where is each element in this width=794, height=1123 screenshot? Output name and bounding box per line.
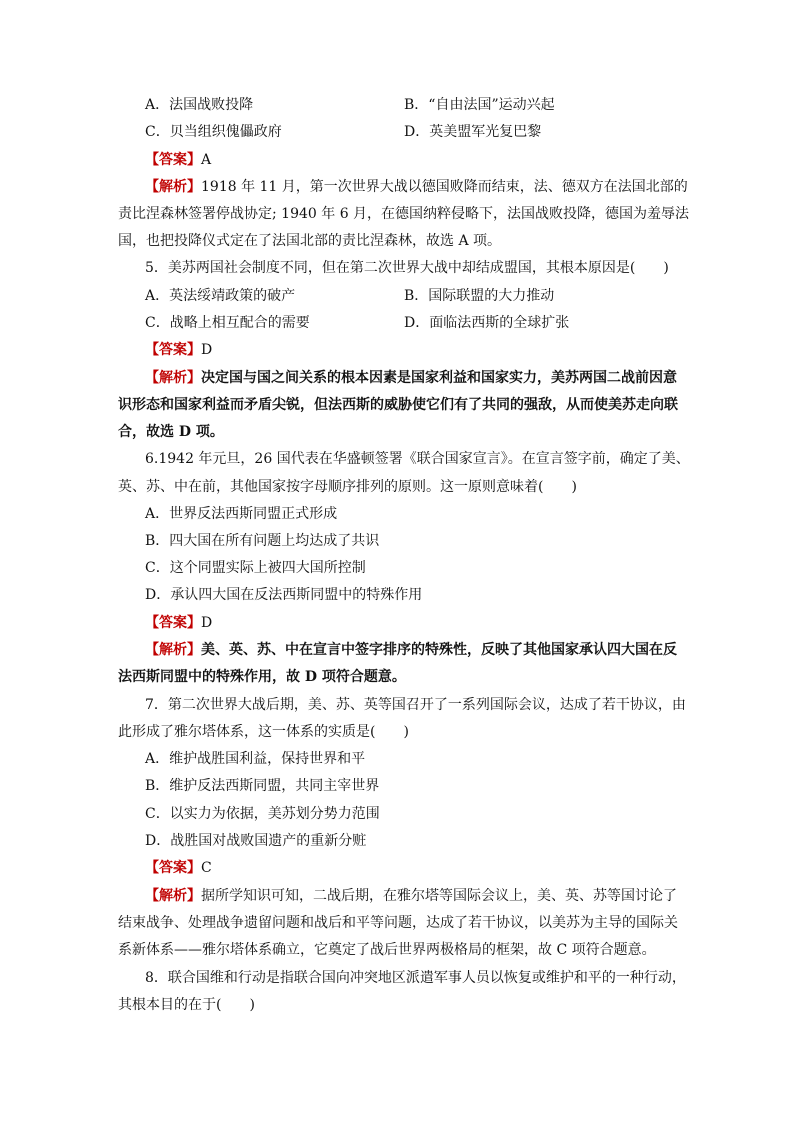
analysis-text: 据所学知识可知，二战后期，在雅尔塔等国际会议上，美、英、苏等国讨论了 (201, 888, 677, 904)
q7-option-c: C．以实力为依据，美苏划分势力范围 (145, 806, 380, 822)
q4-answer (145, 150, 211, 170)
q4-analysis-line-2: 责比涅森林签署停战协定; 1940 年 6 月，在德国纳粹侵略下，法国战败投降，德国为羞辱法 (118, 206, 690, 222)
q6-answer (145, 613, 212, 633)
q7-analysis-line-1 (145, 886, 677, 906)
q5-option-a: A．英法绥靖政策的破产 (145, 288, 296, 304)
analysis-text: 决定国与国之间关系的根本因素是国家利益和国家实力，美苏两国二战前因意 (201, 370, 677, 386)
analysis-tag: 【解析】 (145, 888, 201, 904)
analysis-text: 1918 年 11 月，第一次世界大战以德国败降而结束，法、德双方在法国北部的 (201, 179, 688, 195)
q7-stem-line-1: 7．第二次世界大战后期，美、苏、英等国召开了一系列国际会议，达成了若干协议，由 (145, 697, 686, 713)
q6-analysis-line-2: 法西斯同盟中的特殊作用，故 D 项符合题意。 (118, 669, 406, 685)
q5-analysis-line-2: 识形态和国家利益而矛盾尖锐，但法西斯的威胁使它们有了共同的强敌，从而使美苏走向联 (118, 397, 678, 413)
q8-stem-line-1: 8．联合国维和行动是指联合国向冲突地区派遣军事人员以恢复或维护和平的一种行动， (145, 970, 686, 986)
q7-option-d: D．战胜国对战败国遗产的重新分赃 (145, 833, 367, 849)
analysis-text: 美、英、苏、中在宣言中签字排序的特殊性，反映了其他国家承认四大国在反 (201, 642, 677, 658)
answer-value: C (201, 860, 212, 876)
q7-stem-line-2: 此形成了雅尔塔体系，这一体系的实质是( ) (118, 724, 409, 740)
q5-stem: 5．美苏两国社会制度不同，但在第二次世界大战中却结成盟国，其根本原因是( ) (145, 260, 669, 276)
q8-stem-line-2: 其根本目的在于( ) (118, 997, 255, 1013)
q6-option-b: B．四大国在所有问题上均达成了共识 (145, 533, 380, 549)
q7-analysis-line-2: 结束战争、处理战争遗留问题和战后和平等问题，达成了若干协议，以美苏为主导的国际关 (118, 915, 678, 931)
q5-options-row-2 (145, 313, 570, 333)
answer-tag: 【答案】 (145, 152, 201, 168)
q7-option-b: B．维护反法西斯同盟，共同主宰世界 (145, 778, 380, 794)
q7-analysis-line-3: 系新体系——雅尔塔体系确立，它奠定了战后世界两极格局的框架，故 C 项符合题意。 (118, 942, 656, 958)
q4-analysis-line-1 (145, 177, 688, 197)
q6-option-a: A．世界反法西斯同盟正式形成 (145, 506, 338, 522)
q6-stem-line-2: 英、苏、中在前，其他国家按字母顺序排列的原则。这一原则意味着( ) (118, 479, 577, 495)
answer-value: D (201, 615, 213, 631)
q5-option-c: C．战略上相互配合的需要 (145, 315, 310, 331)
answer-tag: 【答案】 (145, 615, 201, 631)
analysis-tag: 【解析】 (145, 370, 201, 386)
answer-tag: 【答案】 (145, 342, 201, 358)
answer-value: D (201, 342, 213, 358)
q5-option-d: D．面临法西斯的全球扩张 (404, 315, 570, 331)
q7-answer (145, 858, 212, 878)
analysis-tag: 【解析】 (145, 642, 201, 658)
q4-options-row-1 (145, 95, 555, 115)
answer-tag: 【答案】 (145, 860, 201, 876)
q4-option-a: A．法国战败投降 (145, 97, 254, 113)
q5-analysis-line-1 (145, 368, 677, 388)
q5-option-b: B．国际联盟的大力推动 (404, 288, 555, 304)
q6-analysis-line-1 (145, 640, 677, 660)
answer-value: A (201, 152, 212, 168)
q6-option-d: D．承认四大国在反法西斯同盟中的特殊作用 (145, 587, 423, 603)
q6-stem-line-1: 6.1942 年元旦，26 国代表在华盛顿签署《联合国家宣言》。在宣言签字前，确定了美、 (145, 451, 690, 467)
q4-option-d: D．英美盟军光复巴黎 (404, 124, 542, 140)
q7-option-a: A．维护战胜国利益，保持世界和平 (145, 751, 366, 767)
q4-options-row-2 (145, 122, 542, 142)
q4-option-c: C．贝当组织傀儡政府 (145, 124, 282, 140)
q5-options-row-1 (145, 286, 555, 306)
q5-answer (145, 340, 212, 360)
q4-option-b: B．“自由法国”运动兴起 (404, 97, 555, 113)
analysis-tag: 【解析】 (145, 179, 201, 195)
q4-analysis-line-3: 国，也把投降仪式定在了法国北部的责比涅森林，故选 A 项。 (118, 233, 502, 249)
q6-option-c: C．这个同盟实际上被四大国所控制 (145, 560, 366, 576)
q5-analysis-line-3: 合，故选 D 项。 (118, 424, 224, 440)
